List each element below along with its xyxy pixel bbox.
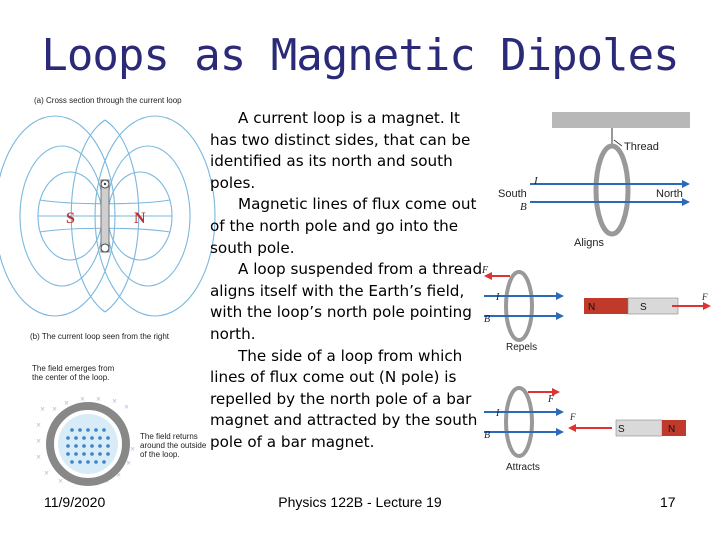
repels-label: Repels bbox=[506, 342, 538, 353]
magnet-bottom-pole-right: N bbox=[668, 424, 676, 435]
current-in-marker bbox=[101, 244, 109, 252]
north-label: North bbox=[656, 188, 683, 200]
svg-text:×: × bbox=[36, 452, 42, 462]
svg-text:×: × bbox=[104, 476, 110, 486]
svg-text:×: × bbox=[36, 436, 42, 446]
svg-text:×: × bbox=[52, 404, 58, 414]
loop-aligns-figure bbox=[498, 112, 690, 249]
footer-date: 11/9/2020 bbox=[44, 494, 106, 510]
svg-text:×: × bbox=[80, 394, 86, 404]
slide-body bbox=[210, 108, 490, 454]
svg-text:×: × bbox=[36, 420, 42, 430]
svg-text:×: × bbox=[90, 478, 96, 488]
svg-text:×: × bbox=[124, 402, 130, 412]
bar-magnet-top-s bbox=[628, 298, 678, 314]
svg-text:×: × bbox=[112, 396, 118, 406]
force-label-1: F bbox=[482, 265, 489, 276]
field-label-1: B bbox=[520, 201, 527, 213]
current-label-3: I bbox=[496, 408, 500, 419]
svg-text:×: × bbox=[58, 476, 64, 486]
paragraph-2: Magnetic lines of flux come out of the north pole and go into the south pole. bbox=[210, 195, 477, 257]
aligns-label: Aligns bbox=[574, 237, 604, 249]
force-label-3: F bbox=[548, 394, 555, 405]
attracts-label: Attracts bbox=[506, 462, 540, 473]
footer-title: Physics 122B - Lecture 19 bbox=[278, 494, 442, 510]
caption-a: (a) Cross section through the current loop bbox=[34, 96, 182, 105]
svg-text:×: × bbox=[40, 404, 46, 414]
south-label: South bbox=[498, 188, 527, 200]
slide-title: Loops as Magnetic Dipoles bbox=[41, 30, 679, 81]
field-label-3: B bbox=[484, 430, 491, 441]
paragraph-1: A current loop is a magnet. It has two distinct sides, that can be identified as its north and south poles. bbox=[210, 109, 471, 192]
svg-text:×: × bbox=[74, 478, 80, 488]
thread-label: Thread bbox=[624, 141, 659, 153]
loop-repels-figure bbox=[481, 265, 711, 353]
ceiling-support bbox=[552, 112, 690, 128]
paragraph-4: The side of a loop from which lines of flux come out (N pole) is repelled by the north pole of a bar magnet and attracted by the south pole of a bar magnet. bbox=[210, 346, 478, 451]
force-label-4: F bbox=[570, 412, 576, 422]
caption-b: (b) The current loop seen from the right bbox=[30, 332, 170, 341]
label-n: N bbox=[134, 210, 146, 227]
loop-attracts-figure bbox=[484, 388, 686, 473]
loop-end-view bbox=[32, 364, 208, 488]
slide-number: 17 bbox=[660, 494, 676, 510]
loop-wire bbox=[101, 180, 109, 252]
svg-text:×: × bbox=[64, 398, 70, 408]
magnet-bottom-pole-left: S bbox=[618, 424, 625, 435]
magnet-top-pole-left: N bbox=[588, 302, 596, 313]
svg-text:×: × bbox=[44, 468, 50, 478]
magnet-top-pole-right: S bbox=[640, 302, 647, 313]
svg-text:×: × bbox=[116, 470, 122, 480]
svg-text:×: × bbox=[126, 458, 132, 468]
paragraph-3: A loop suspended from a thread aligns itself with the Earth’s field, with the loop’s north pole pointing north. bbox=[210, 260, 483, 343]
field-label-2: B bbox=[484, 314, 491, 325]
svg-text:×: × bbox=[96, 394, 102, 404]
label-s: S bbox=[66, 210, 75, 227]
note-field-emerges: The field emerges from the center of the loop. bbox=[32, 364, 115, 382]
current-label-2: I bbox=[496, 292, 500, 303]
current-label-1: I bbox=[534, 175, 538, 187]
note-field-returns: The field returns around the outside of the loop. bbox=[140, 432, 207, 459]
svg-text:×: × bbox=[130, 444, 136, 454]
force-label-2: F bbox=[702, 292, 708, 302]
